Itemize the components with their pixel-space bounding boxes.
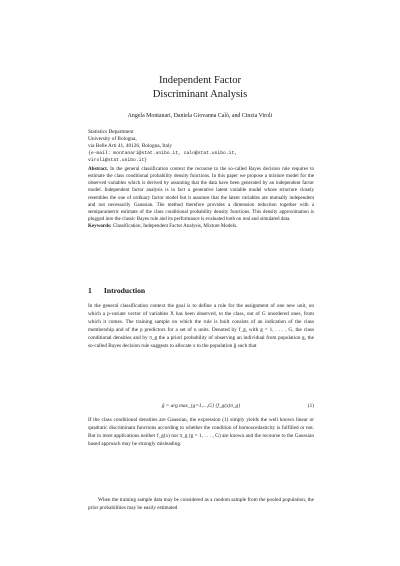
intro-paragraph-1-text: In the general classification context the goal is to define a rule for the assignment of one new unit, on which a p-variate vector of variables X has been observed, to the class, out of G unordered ones, from which it comes. The training sample on which the rule is built consists of an indication of the class membership and of the p predictors for a set of n units. Denoted by f_g, with g = 1, . . . , G, the class conditional densities and by π_g the a priori probability of observing an individual from population g, the so-called Bayes decision rule suggests to allocate x to the population ĝ such that bbox=[88, 303, 314, 349]
intro-paragraph-2 bbox=[88, 417, 314, 449]
equation-number: (1) bbox=[307, 403, 314, 409]
intro-paragraph-3 bbox=[88, 497, 314, 513]
affiliation-university: University of Bologna, bbox=[88, 136, 137, 143]
affiliation-address: via Belle Arti 41, 40126, Bologna, Italy bbox=[88, 143, 173, 150]
keywords-text: Classification, Independent Factor Analysis, Mixture Models. bbox=[112, 223, 238, 230]
abstract-label: Abstract. bbox=[88, 166, 109, 172]
keywords-label: Keywords: bbox=[88, 223, 112, 230]
equation-1 bbox=[88, 403, 314, 413]
affiliation-email-line-1: {e-mail: montanari@stat.unibo.it, calo@stat.unibo.it, bbox=[88, 151, 238, 157]
equation-formula: ĝ = arg max_{g=1,...,G} {f_g(x)π_g} bbox=[161, 403, 241, 409]
section-title: Introduction bbox=[103, 286, 146, 295]
paper-title bbox=[60, 74, 340, 101]
section-number: 1 bbox=[88, 286, 92, 295]
intro-paragraph-1 bbox=[88, 303, 314, 351]
title-line-2: Discriminant Analysis bbox=[152, 88, 248, 100]
intro-paragraph-2-text: If the class conditional densities are Gaussian, the expression (1) simply yields the well known linear or quadratic discriminant functions according to whether the condition of homoscedasticity is fulfilled or not. But in most applications neither f_g(x) nor π_g (g = 1, . . . , G) are known and the recourse to the Gaussian based approach may be strongly misleading. bbox=[88, 417, 314, 447]
abstract-text: In the general classification context the recourse to the so-called Bayes decision rule requires to estimate the class conditional probability density functions. In this paper we propose a mixture model for the observed variables which is derived by assuming that the data have been generated by an independent factor model. Independent factor analysis is in fact a generative latent variable model whose structure closely resembles the one of ordinary factor model but it assumes that the latent variables are mutually independent and not necessarily Gaussian. The method therefore provides a dimension reduction together with a semiparametric estimate of the class conditional probability density functions. This density approximation is plugged into the classic Bayes rule and its performance is evaluated both on real and simulated data. bbox=[88, 166, 314, 223]
title-line-1: Independent Factor bbox=[158, 75, 242, 86]
affiliation bbox=[88, 129, 314, 164]
section-heading bbox=[88, 286, 314, 295]
author-list: Angela Montanari, Daniela Giovanna Calò, and Cinzia Viroli bbox=[127, 113, 273, 119]
abstract bbox=[88, 166, 314, 230]
affiliation-email-line-2: viroli@stat.unibo.it} bbox=[88, 158, 148, 164]
affiliation-dept: Statistics Department bbox=[88, 129, 134, 135]
intro-paragraph-3-text: When the training sample data may be considered as a random sample from the pooled population, the prior probabilities may be easily estimated bbox=[88, 497, 314, 511]
